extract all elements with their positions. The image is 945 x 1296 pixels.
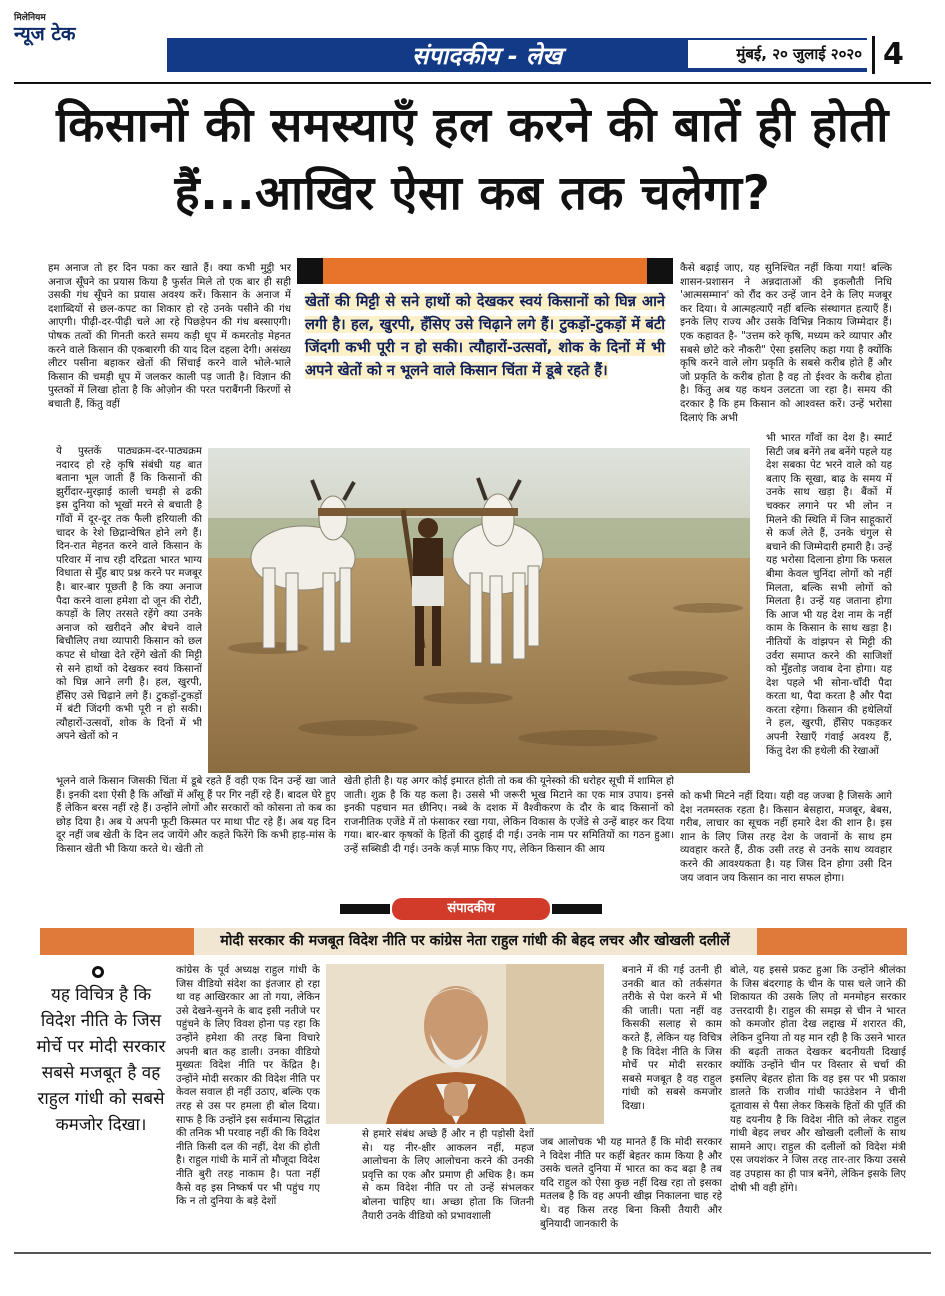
article-column-1-bottom: भूलने वाले किसान जिसकी चिंता में डूबे रहते हैं वही एक दिन उन्हें खा जाते हैं। इनकी दशा ऐसी है कि आँखों में आँसू हैं पर गिर नहीं रहे हैं। बादल घेरे हुए हैं लेकिन बरस नहीं रहे हैं। उन्होंने लोगों और सरकारों को कोसना तो कब का छोड़ दिया है। अब ये अपनी फूटी किस्मत पर माथा पीट रहे हैं। अब यह दिन दूर नहीं जब खेती के दिन लद जायेंगे और कहते फिरेंगे कि कभी हाड़-मांस के किसान खेती भी किया करते थे। खेती तो	[56, 776, 336, 855]
editorial-tag-banner	[340, 898, 602, 920]
pull-quote-band-accent	[323, 258, 647, 284]
side-quote-text: यह विचित्र है कि विदेश नीति के जिस मोर्चे पर मोदी सरकार सबसे मजबूत है वह राहुल गांधी को सबसे कमजोर दिखा।	[36, 985, 166, 1135]
brand-logo	[14, 10, 164, 45]
farmer-ploughing-photo	[208, 448, 750, 773]
pull-quote-band	[297, 258, 673, 284]
brand-name: न्यूज टेक	[14, 23, 76, 45]
dateline: मुंबई, २० जुलाई २०२०	[688, 40, 868, 68]
quote-ornament-icon	[92, 966, 104, 978]
editorial-side-quote	[32, 962, 170, 1244]
editorial-headline-bar	[40, 928, 907, 955]
headline-bar-accent-right	[757, 928, 907, 955]
brand-small-text: मिलेनियम	[14, 13, 46, 23]
page-number: 4	[872, 36, 904, 74]
tag-rule-right	[552, 904, 602, 914]
editorial-headline: मोदी सरकार की मजबूत विदेश नीति पर कांग्रेस नेता राहुल गांधी की बेहद लचर और खोखली दलीलें	[220, 933, 730, 949]
editorial-column-2: से हमारे संबंध अच्छे हैं और न ही पड़ोसी देशों से। यह नीर-क्षीर आकलन नहीं, महज आलोचना के लिए आलोचना करने की उनकी प्रवृत्ति का एक और प्रमाण ही अधिक है। कम से कम विदेश नीति पर तो उन्हें संभलकर बोलना चाहिए था। अच्छा होता कि जितनी तैयारी उनके वीडियो को प्रभावशाली	[362, 1129, 534, 1222]
editorial-column-3-top: बनाने में की गई उतनी ही उनकी बात को तर्कसंगत तरीके से पेश करने में भी की जाती। पता नहीं वह किसकी सलाह से काम करते हैं, लेकिन यह विचित्र है कि विदेश नीति के जिस मोर्चे पर मोदी सरकार सबसे मजबूत है वह राहुल गांधी को सबसे कमजोर दिखा।	[622, 965, 722, 1112]
leader-portrait-photo	[326, 964, 604, 1124]
page-headline: किसानों की समस्याएँ हल करने की बातें ही होती हैं...आखिर ऐसा कब तक चलेगा?	[56, 98, 889, 221]
headline-bar-accent-left	[40, 928, 194, 955]
editorial-column-4: बोले, यह इससे प्रकट हुआ कि उन्होंने श्रीलंका के जिस बंदरगाह के चीन के पास चले जाने की शिकायत की उसके लिए तो मनमोहन सरकार उत्तरदायी है। राहुल की समझ से चीन ने भारत को कमजोर होता देख लद्दाख में शरारत की, लेकिन दुनिया तो यह मान रही है कि उसने भारत की बढ़ती ताकत देखकर बदनीयती दिखाई क्योंकि उन्होंने चीन पर विस्तार से चर्चा की इसलिए बेहतर होता कि वह इस पर भी प्रकाश डालते कि राजीव गांधी फाउंडेशन ने चीनी दूतावास से पैसा लेकर किसके हितों की पूर्ति की यह दयनीय है कि विदेश नीति को लेकर राहुल गांधी बेहद लचर और खोखली दलीलों के साथ सामने आए। राहुल की दलीलों को विदेश मंत्री एस जयशंकर ने जिस तरह तार-तार किया उससे वह उपहास का ही पात्र बनेंगे, लेकिन इसके लिए दोषी भी वही होंगे।	[730, 965, 906, 1194]
leader-portrait-illustration	[326, 964, 604, 1124]
article-column-1-narrow: ये पुस्तकें पाठ्यक्रम-दर-पाठ्यक्रम नदारद हो रहे कृषि संबंधी यह बात बताना भूल जाती हैं कि किसानों की झुर्रीदार-मुरझाई काली चमड़ी से ढकी इस दुनिया को भूखों मरने से बचाती है गाँवों में दूर-दूर तक फैली हरियाली की चादर के रेशे छिद्रान्वेषित होने लगे हैं। दिन-रात मेहनत करने वाले किसान के परिवार में नाच रही दरिद्रता भारत भाग्य विधाता से मुँह बाए प्रश्न करने पर मजबूर है। बार-बार पूछती है कि क्या अनाज पैदा करने वाला हमेशा दो जून की रोटी, कपड़ों के लिए तरसते रहेंगे क्या उनके अनाज को खरीदने और बेचने वाले बिचौलिए तथा व्यापारी किसान को छल कपट से धोखा देते रहेंगे खेतों की मिट्टी से सने हाथों को देखकर स्वयं किसानों को घिन्न आने लगी है। हल, खुरपी, हँसिए उसे चिढ़ाने लगे हैं। टुकड़ों-टुकड़ों में बंटी जिंदगी कभी पूरी न हो सकी। त्यौहारों-उत्सवों, शोक के दिनों में भी अपने खेतों को न	[56, 446, 202, 743]
article-column-3-narrow: भी भारत गाँवों का देश है। स्मार्ट सिटी जब बनेंगे तब बनेंगे पहले यह देश सबका पेट भरने वाले को यह बताए कि सूखा, बाढ़ के समय में उनके साथ खड़ा है। बैंकों में चक्कर लगाने पर भी लोन न मिलने की स्थिति में जिन साहूकारों से कर्ज लेते हैं, उनके चंगुल से बचाने की जिम्मेदारी हमारी है। उन्हें यह भरोसा दिलाना होगा कि फसल बीमा केवल चुनिंदा लोगों को नहीं मिलता, बल्कि सभी लोगों को मिलता है। उन्हें यह जताना होगा कि आज भी यह देश नाम के नहीं काम के किसान के साथ खड़ा है। नीतियों के वांझपन से मिट्टी की उर्वरा समाप्त करने की साजिशों को मुँहतोड़ जवाब देना होगा। यह देश पहले भी सोना-चाँदी पैदा करता था, पैदा करता है और पैदा करता रहेगा। किसान की हथेलियों ने हल, खुरपी, हँसिए पकड़कर अपनी रेखाएँ गंवाई अवश्य हैं, किंतु देश की हथेली की रेखाओं	[766, 433, 892, 757]
pull-quote-box	[297, 258, 673, 423]
pull-quote-text: खेतों की मिट्टी से सने हाथों को देखकर स्वयं किसानों को घिन्न आने लगी है। हल, खुरपी, हँसिए उसे चिढ़ाने लगे हैं। टुकड़ों-टुकड़ों में बंटी जिंदगी कभी पूरी न हो सकी। त्यौहारों-उत्सवों, शोक के दिनों में भी अपने खेतों को न भूलने वाले किसान चिंता में डूबे रहते हैं।	[305, 293, 665, 379]
tag-rule-left	[340, 904, 390, 914]
editorial-column-3-bottom: जब आलोचक भी यह मानते हैं कि मोदी सरकार ने विदेश नीति पर कहीं बेहतर काम किया है और उसके चलते दुनिया में भारत का कद बढ़ा है तब यदि राहुल को ऐसा कुछ नहीं दिख रहा तो इसका मतलब है कि वह अपनी खीझ निकालना चाह रहे थे। वह किस तरह बिना किसी तैयारी और बुनियादी जानकारी के	[540, 1137, 722, 1230]
article-column-3-bottom: को कभी मिटने नहीं दिया। यही वह जज्बा है जिसके आगे देश नतमस्तक रहता है। किसान बेसहारा, मजबूर, बेबस, गरीब, लाचार का सूचक नहीं हमारे देश की शान है। इस शान के लिए जिस तरह देश के जवानों के साथ हम व्यवहार करते हैं, ठीक उसी तरह से उनके साथ व्यवहार करने की आवश्यकता है। यह जिस दिन होगा उसी दिन जय जवान जय किसान का नारा सफल होगा।	[680, 791, 892, 884]
masthead-divider	[14, 82, 931, 84]
article-column-1-top: हम अनाज तो हर दिन पका कर खाते हैं। क्या कभी मुट्ठी भर अनाज सूँघने का प्रयास किया है फुर्सत मिले तो एक बार ही सही उसकी गंध सूँघने का प्रयास अवश्य करें। किसान के अनाज में दशाब्दियों से छल-कपट का शिकार हो रहे उनके पसीने की गंध आएगी। पीढ़ी-दर-पीढ़ी चले आ रहे पिछड़ेपन की गंध बस्साएगी। पोषक तत्वों की गिनती करते समय कड़ी धूप में कमरतोड़ मेहनत करने वाले किसान की एकबारगी की याद दिल दहला देगी। असंख्य लीटर पसीना बहाकर खेतों की सिंचाई करने वाले भोले-भाले किसान की चमड़ी धूप में जलकर काली पड़ जाती है। विज्ञान की पुस्तकों में लिखा होता है कि ओज़ोन की परत पराबैंगनी किरणों से बचाती हैं, किंतु वहीं	[48, 263, 291, 410]
pull-quote	[305, 290, 665, 382]
page-bottom-rule	[14, 1252, 931, 1254]
editorial-column-1: कांग्रेस के पूर्व अध्यक्ष राहुल गांधी के जिस वीडियो संदेश का इंतजार हो रहा था वह आखिरकार आ तो गया, लेकिन उसे देखने-सुनने के बाद इसी नतीजे पर पहुंचने के लिए विवश होना पड़ रहा कि उन्होंने हमेशा की तरह बिना विचारे अपनी बात कह डाली। उनका वीडियो मुख्यतः विदेश नीति पर केंद्रित है। उन्होंने मोदी सरकार की विदेश नीति पर केवल सवाल ही नहीं उठाए, बल्कि एक तरह से उस पर हमला ही बोल दिया। साफ है कि उन्होंने इस सर्वमान्य सिद्धांत की तनिक भी परवाह नहीं की कि विदेश नीति किसी दल की नहीं, देश की होती है। राहुल गांधी के मानें तो मौजूदा विदेश नीति बुरी तरह नाकाम है। पता नहीं कैसे वह इस निष्कर्ष पर भी पहुंच गए कि न तो दुनिया के बड़े देशों	[176, 965, 320, 1208]
section-title: संपादकीय - लेख	[412, 42, 562, 70]
farmer-ploughing-illustration	[208, 448, 750, 773]
article-column-3-top: कैसे बढ़ाई जाए, यह सुनिश्चित नहीं किया गया! बल्कि शासन-प्रशासन ने अन्नदाताओं की इकलौती निधि 'आत्मसम्मान' को रौंद कर उन्हें जान देने के लिए मजबूर कर दिया। ये आत्महत्याएँ नहीं बल्कि संस्थागत हत्याएँ हैं। इनके लिए राज्य और उसके विभिन्न निकाय जिम्मेदार हैं। एक कहावत है- "उत्तम करे कृषि, मध्यम करे व्यापार और सबसे छोटे करे नौकरी" ऐसा इसलिए कहा गया है क्योंकि कृषि करने वाले लोग प्रकृति के सबसे करीब होते हैं और जो प्रकृति के करीब होता है वह तो ईश्वर के करीब होता है। किंतु अब यह कथन उलटता जा रहा है। समय की दरकार है कि हम किसान को आश्वस्त करें। उन्हें भरोसा दिलाएं कि अभी	[680, 263, 892, 424]
article-column-2-bottom: खेती होती है। यह अगर कोई इमारत होती तो कब की यूनेस्को की धरोहर सूची में शामिल हो जाती। शुक्र है कि यह कला है। उससे भी जरूरी भूख मिटाने का एक मात्र उपाय। इनसे इनकी पहचान मत छीनिए। नब्बे के दशक में वैश्वीकरण के दौर के बाद किसानों को राजनीतिक एजेंडे में तो फंसाकर रखा गया, लेकिन विकास के एजेंडे से उन्हें बाहर कर दिया गया। बार-बार कृषकों के हितों की दुहाई दी गई। उनके नाम पर समितियों का गठन हुआ। उन्हें सब्सिडी दी गई। उनके कर्ज़ माफ़ किए गए, लेकिन किसान की आय	[344, 776, 674, 855]
editorial-tag: संपादकीय	[392, 898, 550, 920]
